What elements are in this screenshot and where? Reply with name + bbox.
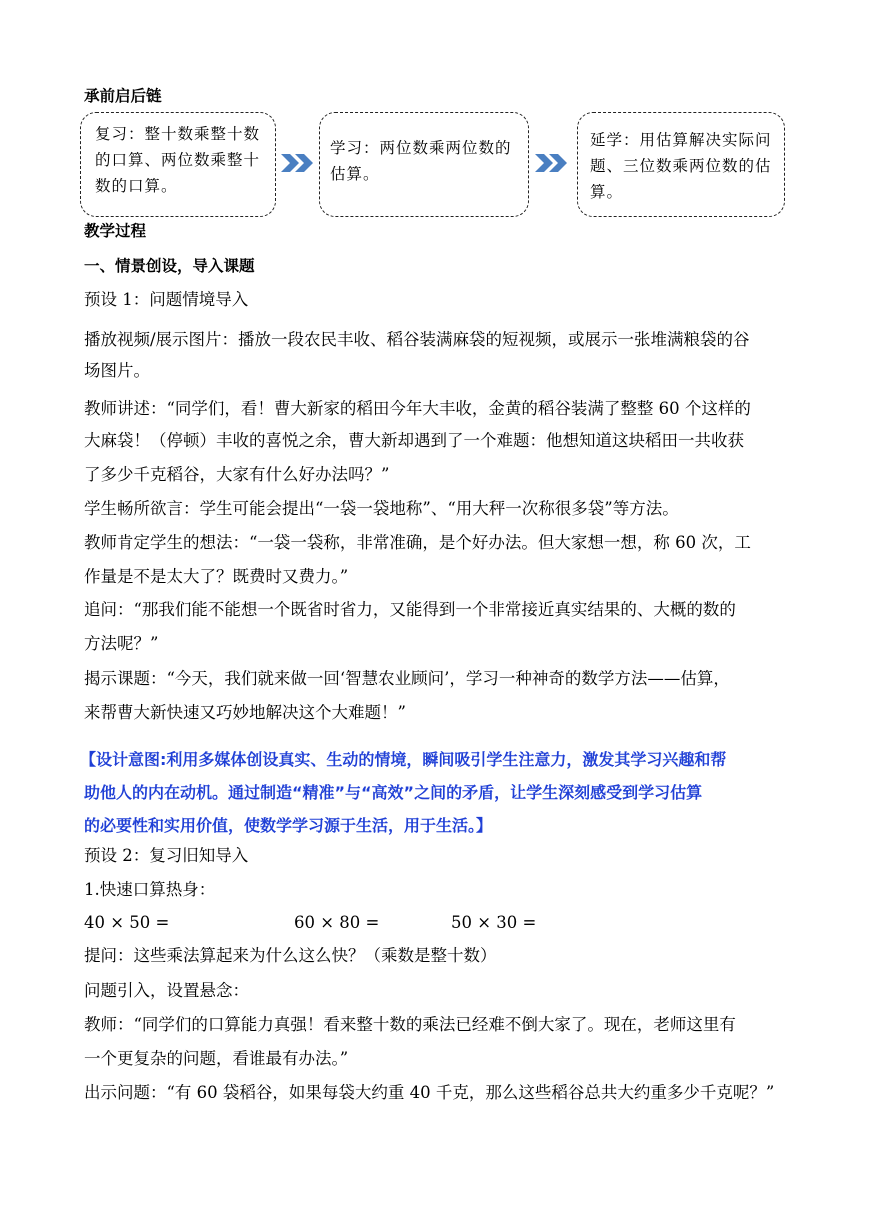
preset2-question: 提问：这些乘法算起来为什么这么快？（乘数是整十数） (84, 946, 497, 965)
equation-3: 50 × 30 = (451, 913, 537, 932)
preset1-title: 预设 1：问题情境导入 (84, 290, 249, 309)
preset1-p6-line1: 揭示课题：“今天，我们就来做一回‘智慧农业顾问’，学习一种神奇的数学方法——估算， (84, 669, 730, 688)
equation-2: 60 × 80 = (294, 913, 380, 932)
chain-box-review-line2: 的口算、两位数乘整十 (95, 151, 261, 169)
preset1-p6-line2: 来帮曹大新快速又巧妙地解决这个大难题！” (84, 703, 406, 722)
preset1-p3: 学生畅所欲言：学生可能会提出“一袋一袋地称”、“用大秤一次称很多袋”等方法。 (84, 499, 679, 518)
design-intent-line1: 【设计意图:利用多媒体创设真实、生动的情境，瞬间吸引学生注意力，激发其学习兴趣和帮 (80, 750, 727, 769)
preset1-p1-line1: 播放视频/展示图片：播放一段农民丰收、稻谷装满麻袋的短视频，或展示一张堆满粮袋的谷 (84, 330, 750, 349)
preset2-problem: 出示问题：“有 60 袋稻谷，如果每袋大约重 40 千克，那么这些稻谷总共大约重多少千克呢？” (84, 1083, 775, 1102)
chain-box-extend-line1: 延学：用估算解决实际问 (590, 131, 772, 149)
preset2-teacher-line2: 一个更复杂的问题，看谁最有办法。” (84, 1049, 349, 1068)
part1-title: 一、情景创设，导入课题 (84, 257, 255, 275)
preset1-p2-line3: 了多少千克稻谷，大家有什么好办法吗？” (84, 465, 390, 484)
section-title-process: 教学过程 (84, 222, 147, 240)
preset2-title: 预设 2：复习旧知导入 (84, 846, 249, 865)
preset1-p2-line2: 大麻袋！（停顿）丰收的喜悦之余，曹大新却遇到了一个难题：他想知道这块稻田一共收获 (84, 431, 744, 450)
section-title-chain: 承前启后链 (84, 87, 162, 105)
preset2-warmup: 1.快速口算热身： (84, 880, 216, 899)
chain-box-learn-line2: 估算。 (330, 165, 380, 183)
chain-box-extend (577, 112, 785, 217)
chain-box-extend-line2: 题、三位数乘两位数的估 (590, 157, 772, 175)
preset2-teacher-line1: 教师：“同学们的口算能力真强！看来整十数的乘法已经难不倒大家了。现在，老师这里有 (84, 1015, 736, 1034)
design-intent-line3: 的必要性和实用价值，使数学学习源于生活，用于生活。】 (84, 816, 493, 835)
preset1-p4-line2: 作量是不是太大了？既费时又费力。” (84, 567, 349, 586)
preset1-p4-line1: 教师肯定学生的想法：“一袋一袋称，非常准确，是个好办法。但大家想一想，称 60 次，工 (84, 533, 751, 552)
preset2-suspense: 问题引入，设置悬念： (84, 981, 249, 1000)
chain-box-review (80, 112, 276, 217)
preset1-p2-line1: 教师讲述：“同学们，看！曹大新家的稻田今年大丰收，金黄的稻谷装满了整整 60 个这样的 (84, 399, 751, 418)
double-chevron-right-icon (281, 152, 315, 174)
preset1-p5-line2: 方法呢？” (84, 634, 159, 653)
equation-1: 40 × 50 = (84, 913, 170, 932)
double-chevron-right-icon (535, 152, 569, 174)
chain-box-review-line3: 数的口算。 (95, 177, 178, 195)
chain-box-learn-line1: 学习：两位数乘两位数的 (330, 139, 512, 157)
chain-box-extend-line3: 算。 (590, 183, 624, 201)
preset1-p5-line1: 追问：“那我们能不能想一个既省时省力，又能得到一个非常接近真实结果的、大概的数的 (84, 600, 736, 619)
chain-box-review-line1: 复习：整十数乘整十数 (95, 125, 261, 143)
chain-box-learn (319, 112, 529, 217)
design-intent-line2: 助他人的内在动机。通过制造“精准”与“高效”之间的矛盾，让学生深刻感受到学习估算 (84, 783, 703, 802)
preset1-p1-line2: 场图片。 (84, 361, 150, 380)
